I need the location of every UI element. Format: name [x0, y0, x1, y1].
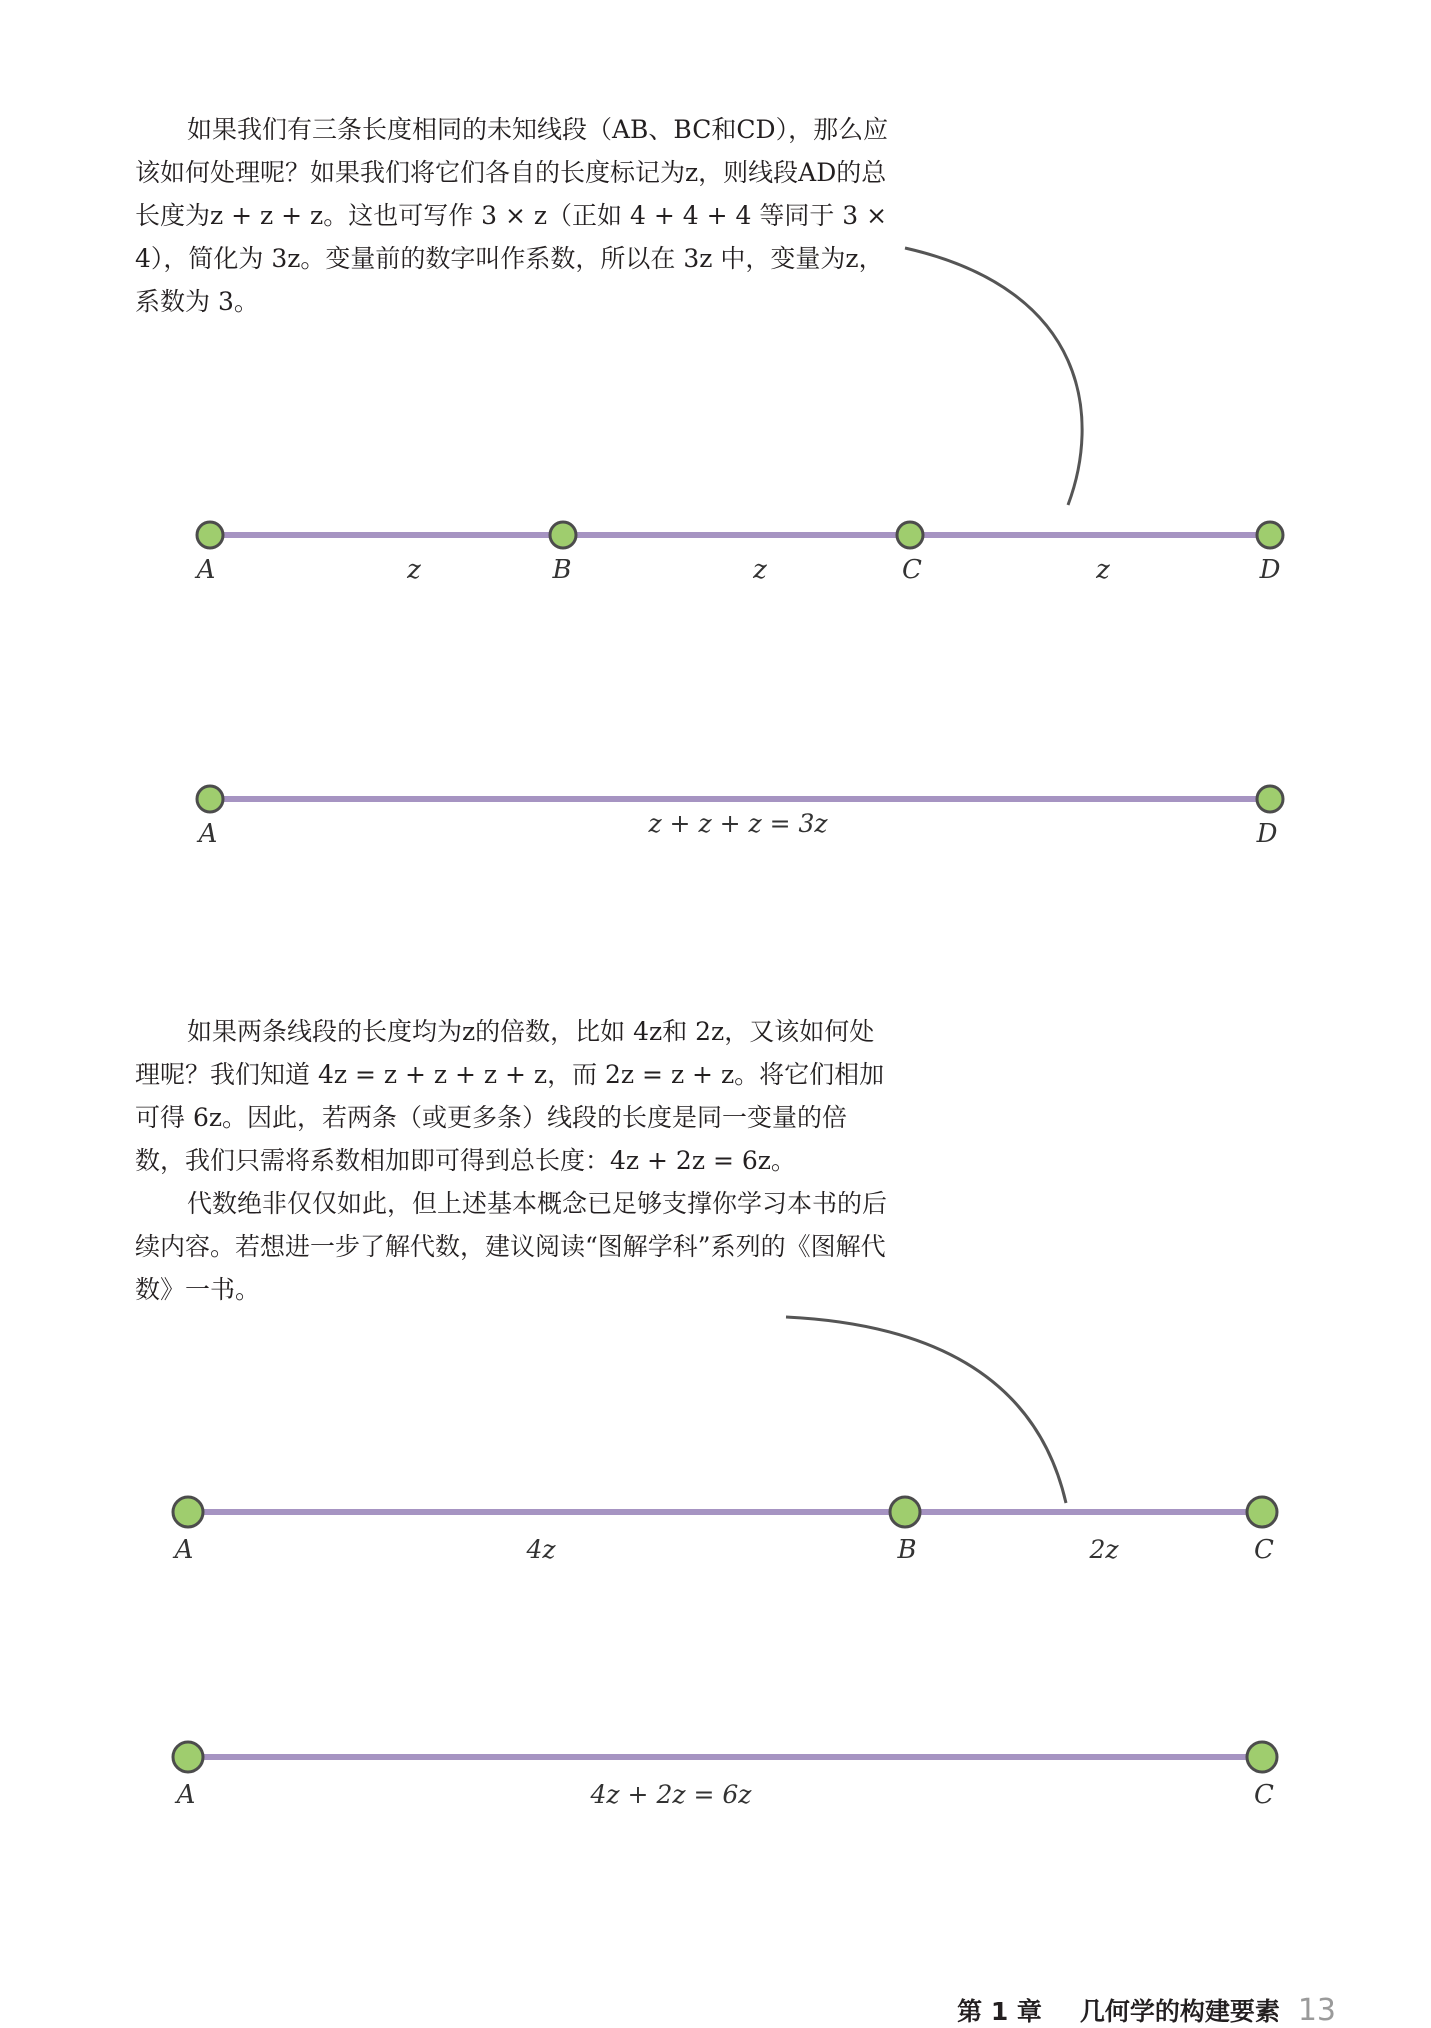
- segment-label-bc: z: [753, 555, 767, 585]
- label-b: B: [897, 1535, 917, 1565]
- diagram-segment-ad-total: [197, 786, 1283, 849]
- point-a: [173, 1742, 203, 1772]
- paragraph-1: 如果我们有三条长度相同的未知线段（AB、BC和CD），那么应该如何处理呢？如果我们将它们各自的长度标记为z，则线段AD的总长度为z + z + z。这也可写作 3 × z（正如 4 + 4 + 4 等同于 3 × 4），简化为 3z。变量前的数字叫作系数，所以在 3z 中，变量为z，系数为 3。: [135, 115, 889, 316]
- pointer-arc-1: [905, 248, 1082, 505]
- paragraph-2: 如果两条线段的长度均为z的倍数，比如 4z和 2z，又该如何处理呢？我们知道 4z = z + z + z + z，而 2z = z + z。将它们相加可得 6z。因此，若两条（或更多条）线段的长度是同一变量的倍数，我们只需将系数相加即可得到总长度：4z + 2z = 6z。: [135, 1017, 885, 1175]
- point-a: [197, 786, 223, 812]
- pointer-arc-2: [786, 1317, 1066, 1503]
- equation-3z: z + z + z = 3z: [648, 809, 828, 838]
- chapter-number: 第 1 章: [957, 1997, 1042, 2026]
- segment-label-bc: 2z: [1089, 1535, 1119, 1564]
- label-a: A: [176, 1780, 196, 1810]
- label-a: A: [174, 1535, 194, 1565]
- chapter-title: 几何学的构建要素: [1079, 1997, 1280, 2026]
- diagram-segments-abcd: [195, 522, 1283, 585]
- point-d: [1257, 786, 1283, 812]
- page-footer: [957, 1992, 1336, 2028]
- point-b: [890, 1497, 920, 1527]
- point-d: [1257, 522, 1283, 548]
- label-a: A: [196, 555, 216, 585]
- point-c: [1247, 1742, 1277, 1772]
- point-b: [550, 522, 576, 548]
- label-c: C: [902, 555, 922, 585]
- diagram-segment-ac-total: [173, 1742, 1277, 1810]
- label-d: D: [1256, 819, 1278, 849]
- segment-label-ab: z: [407, 555, 421, 585]
- page-number: 13: [1297, 1993, 1336, 2028]
- label-b: B: [552, 555, 572, 585]
- point-a: [197, 522, 223, 548]
- label-a: A: [198, 819, 218, 849]
- equation-6z: 4z + 2z = 6z: [590, 1780, 752, 1809]
- point-c: [1247, 1497, 1277, 1527]
- point-c: [897, 522, 923, 548]
- label-d: D: [1259, 555, 1281, 585]
- point-a: [173, 1497, 203, 1527]
- label-c: C: [1254, 1780, 1274, 1810]
- label-c: C: [1254, 1535, 1274, 1565]
- segment-label-cd: z: [1096, 555, 1110, 585]
- diagram-segments-abc: [173, 1497, 1277, 1565]
- segment-label-ab: 4z: [526, 1535, 556, 1564]
- paragraph-3: 代数绝非仅仅如此，但上述基本概念已足够支撑你学习本书的后续内容。若想进一步了解代数，建议阅读“图解学科”系列的《图解代数》一书。: [135, 1189, 888, 1304]
